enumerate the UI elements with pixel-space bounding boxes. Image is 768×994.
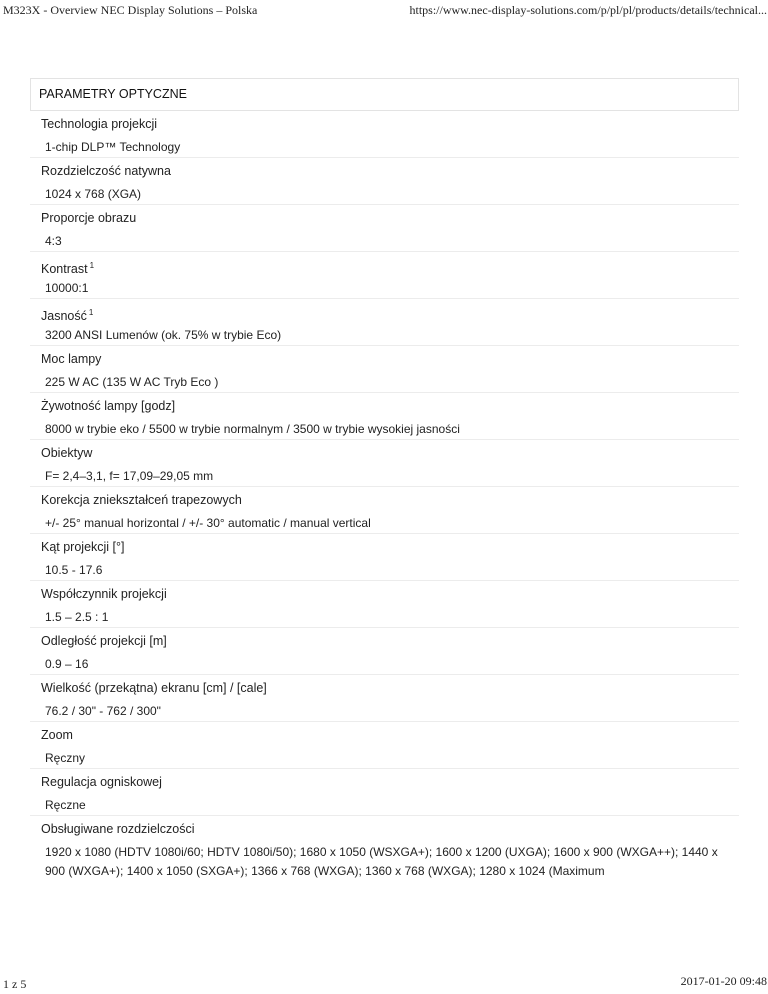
spec-row — [30, 440, 739, 487]
spec-label: Wielkość (przekątna) ekranu [cm] / [cale] — [41, 681, 267, 695]
spec-label: Regulacja ogniskowej — [41, 775, 162, 789]
spec-row — [30, 111, 739, 158]
spec-value: 4:3 — [45, 234, 62, 248]
spec-value: 1-chip DLP™ Technology — [45, 140, 181, 154]
spec-label: Kąt projekcji [°] — [41, 540, 125, 554]
spec-label: Zoom — [41, 728, 73, 742]
spec-row — [30, 722, 739, 769]
spec-label: Odległość projekcji [m] — [41, 634, 167, 648]
page-title: M323X - Overview NEC Display Solutions – Polska — [3, 3, 258, 17]
section-title: PARAMETRY OPTYCZNE — [30, 78, 739, 111]
spec-label: Obsługiwane rozdzielczości — [41, 822, 195, 836]
spec-value: 8000 w trybie eko / 5500 w trybie normalnym / 3500 w trybie wysokiej jasności — [45, 422, 460, 436]
page-number: 1 z 5 — [3, 977, 27, 991]
footnote-marker[interactable]: 1 — [89, 261, 95, 270]
print-header — [0, 0, 768, 22]
spec-value: 10.5 - 17.6 — [45, 563, 103, 577]
spec-row — [30, 393, 739, 440]
spec-row — [30, 205, 739, 252]
spec-row — [30, 816, 739, 881]
spec-table — [30, 78, 739, 881]
spec-label: Żywotność lampy [godz] — [41, 399, 176, 413]
spec-label: Kontrast $^1$ — [41, 261, 95, 277]
spec-row — [30, 487, 739, 534]
spec-value: F= 2,4–3,1, f= 17,09–29,05 mm — [45, 469, 214, 483]
spec-label: Jasność $^1$ — [41, 308, 94, 324]
spec-value: +/- 25° manual horizontal / +/- 30° automatic / manual vertical — [45, 516, 371, 530]
spec-row — [30, 534, 739, 581]
spec-value: 0.9 – 16 — [45, 657, 89, 671]
spec-value: 1.5 – 2.5 : 1 — [45, 610, 109, 624]
spec-label: Współczynnik projekcji — [41, 587, 167, 601]
page-url: https://www.nec-display-solutions.com/p/pl/pl/products/details/technical... — [409, 3, 767, 17]
spec-label: Rozdzielczość natywna — [41, 164, 171, 178]
spec-value: 1024 x 768 (XGA) — [45, 187, 142, 201]
spec-value: Ręczny — [45, 751, 86, 765]
spec-value: Ręczne — [45, 798, 86, 812]
spec-row — [30, 581, 739, 628]
spec-label: Technologia projekcji — [41, 117, 158, 131]
spec-label: Moc lampy — [41, 352, 102, 366]
print-footer — [0, 974, 768, 994]
spec-value: 3200 ANSI Lumenów (ok. 75% w trybie Eco) — [45, 328, 282, 342]
spec-row — [30, 628, 739, 675]
spec-row — [30, 299, 739, 346]
spec-label: Korekcja zniekształceń trapezowych — [41, 493, 242, 507]
spec-value: 10000:1 — [45, 281, 89, 295]
spec-row — [30, 769, 739, 816]
spec-row — [30, 346, 739, 393]
spec-value: 225 W AC (135 W AC Tryb Eco ) — [45, 375, 219, 389]
spec-label: Obiektyw — [41, 446, 93, 460]
spec-label: Proporcje obrazu — [41, 211, 137, 225]
spec-value: 1920 x 1080 (HDTV 1080i/60; HDTV 1080i/50); 1680 x 1050 (WSXGA+); 1600 x 1200 (UXGA); 1600 x 900 (WXGA++); 1440 x 900 (WXGA+); 1400 x 1050 (SXGA+); 1366 x 768 (WXGA); 1360 x 768 (WXGA); 1280 x 1024 (Maximum — [45, 845, 718, 878]
spec-row — [30, 158, 739, 205]
spec-row — [30, 675, 739, 722]
print-timestamp: 2017-01-20 09:48 — [680, 974, 767, 988]
spec-row — [30, 252, 739, 299]
footnote-marker[interactable]: 1 — [88, 308, 94, 317]
spec-value: 76.2 / 30" - 762 / 300" — [45, 704, 161, 718]
